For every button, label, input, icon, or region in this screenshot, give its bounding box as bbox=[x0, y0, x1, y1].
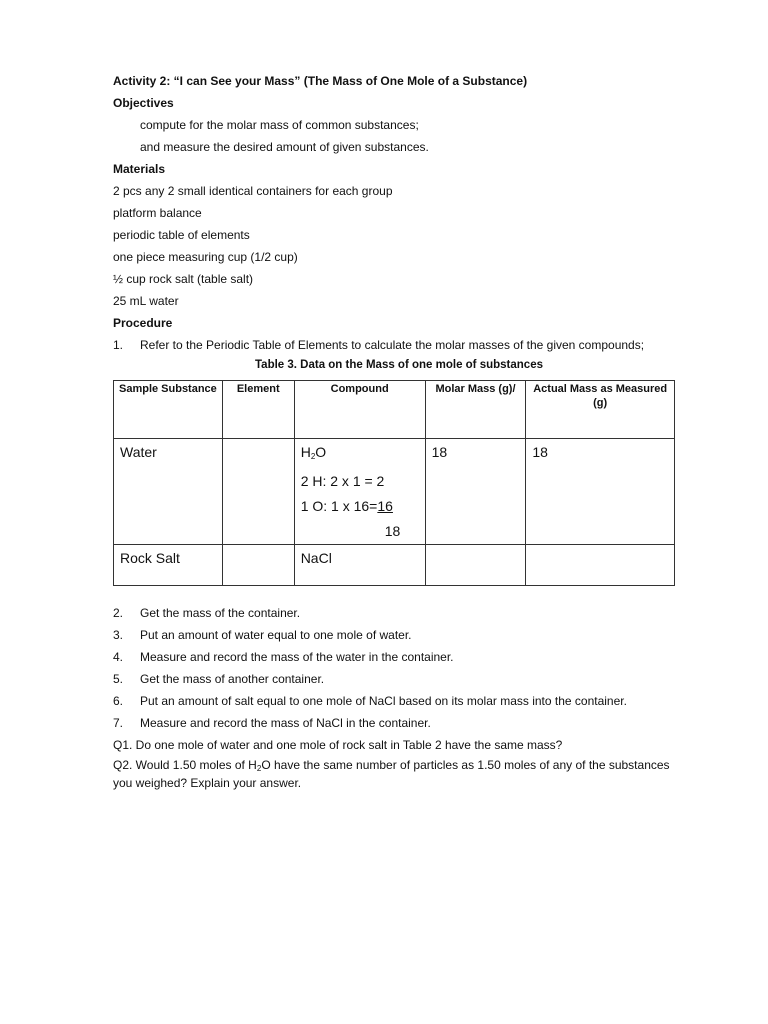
header-sample-substance: Sample Substance bbox=[114, 381, 223, 439]
procedure-heading: Procedure bbox=[113, 316, 173, 330]
substance-cell: Water bbox=[114, 439, 223, 545]
objective-item: compute for the molar mass of common substances; bbox=[140, 118, 419, 132]
header-molar-mass: Molar Mass (g)/ bbox=[425, 381, 526, 439]
material-item: 2 pcs any 2 small identical containers for each group bbox=[113, 184, 393, 198]
procedure-step: 7. Measure and record the mass of NaCl in the container. bbox=[113, 716, 431, 730]
table-caption: Table 3. Data on the Mass of one mole of substances bbox=[255, 359, 543, 371]
material-item: platform balance bbox=[113, 206, 202, 220]
procedure-step-1 bbox=[113, 338, 675, 352]
step-text: Refer to the Periodic Table of Elements to calculate the molar masses of the given compounds; bbox=[140, 338, 645, 352]
materials-heading: Materials bbox=[113, 162, 166, 176]
oxygen-calculation: 1 O: 1 x 16=16 bbox=[300, 498, 393, 514]
material-item: one piece measuring cup (1/2 cup) bbox=[113, 250, 298, 264]
objectives-heading: Objectives bbox=[113, 96, 174, 110]
table-header-row bbox=[114, 381, 675, 439]
table-row bbox=[114, 439, 675, 545]
molar-mass-table bbox=[113, 380, 675, 586]
procedure-step: 2. Get the mass of the container. bbox=[113, 606, 301, 620]
procedure-step: 3. Put an amount of water equal to one mole of water. bbox=[113, 628, 412, 642]
worksheet-page bbox=[113, 74, 675, 796]
procedure-step: 6. Put an amount of salt equal to one mole of NaCl based on its molar mass into the container. bbox=[113, 694, 627, 708]
activity-title: Activity 2: “I can See your Mass” (The Mass of One Mole of a Substance) bbox=[113, 74, 528, 88]
compound-cell: NaCl bbox=[294, 545, 425, 586]
actual-mass-cell: 18 bbox=[526, 439, 675, 545]
question-2: Q2. Would 1.50 moles of $H_2O$ have the same number of particles as 1.50 moles of any of the substances you weighed? Explain your answer. bbox=[113, 758, 670, 790]
substance-cell: Rock Salt bbox=[114, 545, 223, 586]
procedure-step: 5. Get the mass of another container. bbox=[113, 672, 325, 686]
question-1: Q1. Do one mole of water and one mole of rock salt in Table 2 have the same mass? bbox=[113, 738, 563, 752]
material-item: 25 mL water bbox=[113, 294, 179, 308]
molar-mass-cell: 18 bbox=[425, 439, 526, 545]
calculation-total: 18 bbox=[384, 523, 401, 539]
header-compound: Compound bbox=[294, 381, 425, 439]
material-item: ½ cup rock salt (table salt) bbox=[113, 272, 254, 286]
procedure-step: 4. Measure and record the mass of the water in the container. bbox=[113, 650, 454, 664]
water-formula: $H_2O$ bbox=[300, 444, 327, 461]
header-actual-mass: Actual Mass as Measured (g) bbox=[526, 381, 675, 439]
element-cell bbox=[222, 439, 294, 545]
molar-mass-cell bbox=[425, 545, 526, 586]
objective-item: and measure the desired amount of given substances. bbox=[140, 140, 429, 154]
header-element: Element bbox=[222, 381, 294, 439]
step-number: 1. bbox=[113, 338, 124, 352]
material-item: periodic table of elements bbox=[113, 228, 250, 242]
element-cell bbox=[222, 545, 294, 586]
actual-mass-cell bbox=[526, 545, 675, 586]
hydrogen-calculation: 2 H: 2 x 1 = 2 bbox=[300, 473, 385, 489]
table-row bbox=[114, 545, 675, 586]
compound-cell bbox=[294, 439, 425, 545]
